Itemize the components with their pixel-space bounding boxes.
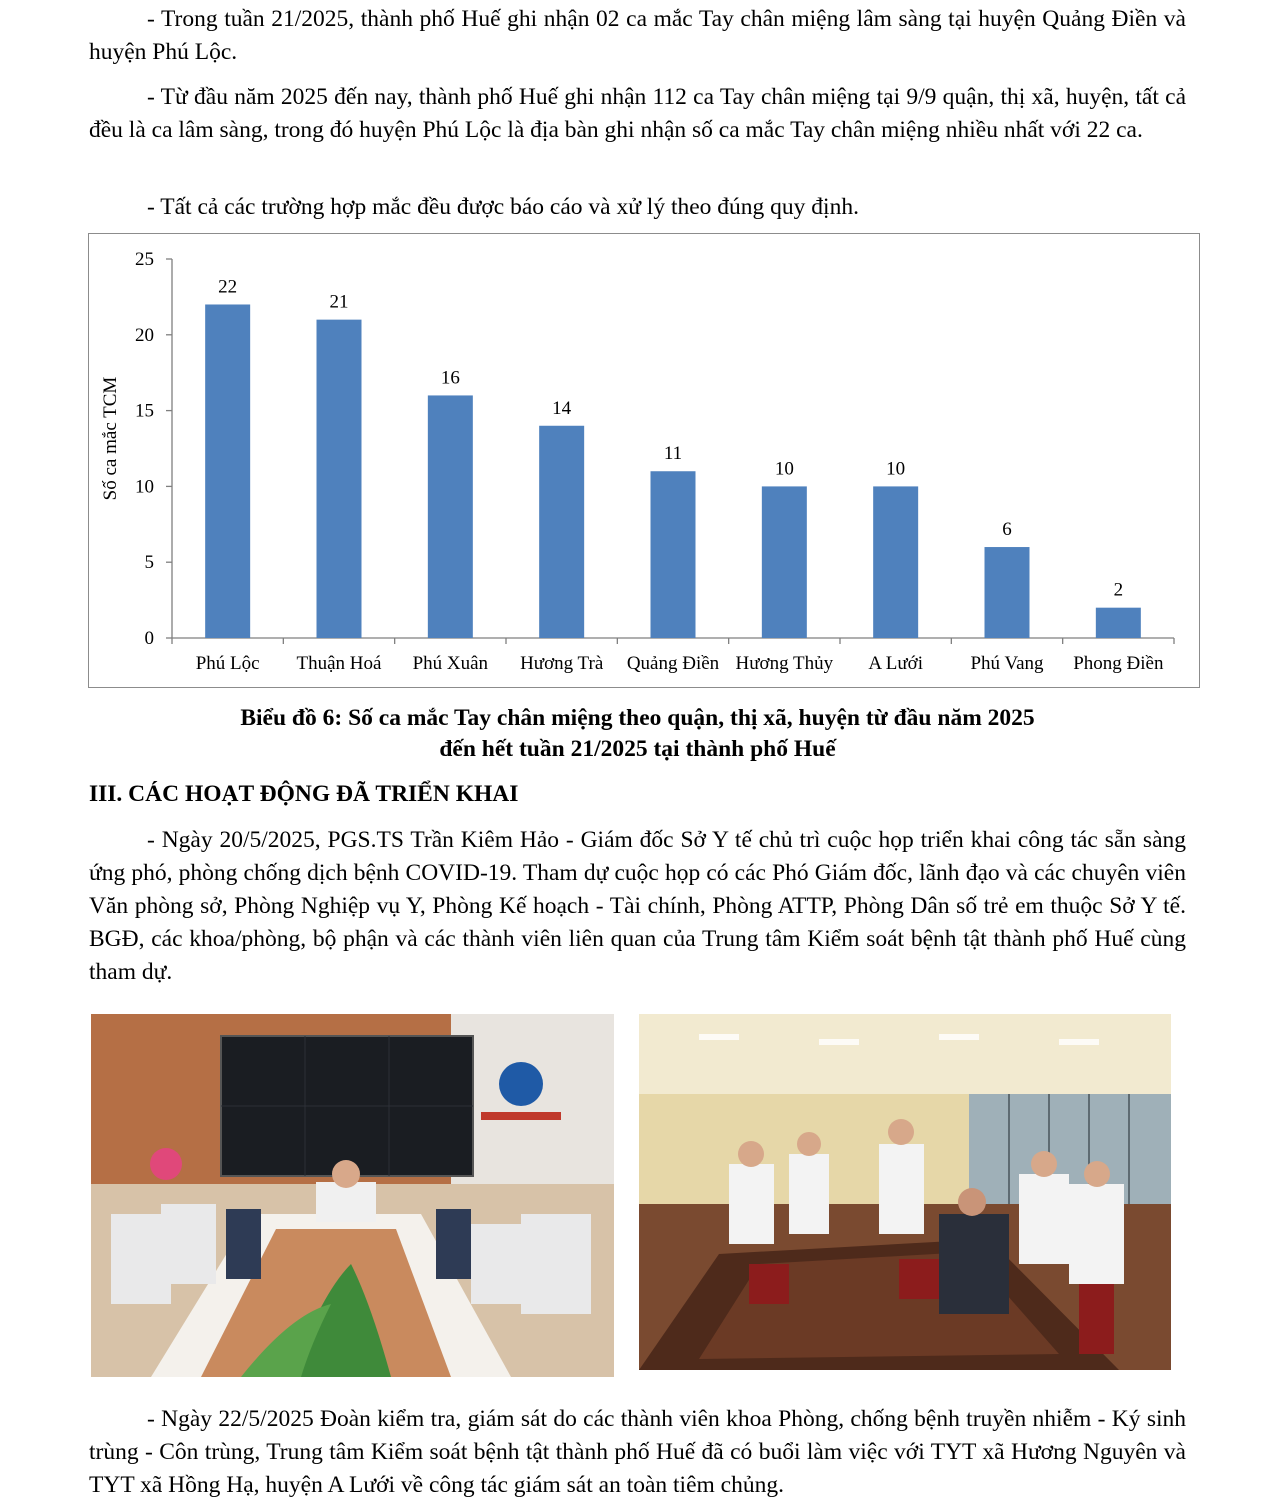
bar <box>985 547 1030 638</box>
bar <box>539 426 584 638</box>
y-tick-label: 20 <box>135 324 154 346</box>
bar <box>205 304 250 638</box>
data-label: 21 <box>329 291 349 313</box>
bar <box>1096 608 1141 638</box>
meeting-photo-right <box>639 1014 1171 1370</box>
data-label: 14 <box>552 397 572 419</box>
x-tick-label: Phú Vang <box>970 653 1044 674</box>
y-tick-label: 15 <box>135 400 154 422</box>
bar <box>873 486 918 638</box>
data-label: 2 <box>1113 579 1124 601</box>
x-tick-label: Thuận Hoá <box>296 653 382 674</box>
paragraph-inspection: - Ngày 22/5/2025 Đoàn kiểm tra, giám sát do các thành viên khoa Phòng, chống bệnh truyền nhiễm - Ký sinh trùng - Côn trùng, Trung tâm Kiểm soát bệnh tật thành phố Huế đã có buổi làm việc với TYT xã Hương Nguyên và TYT xã Hồng Hạ, huyện A Lưới về công tác giám sát an toàn tiêm chủng. <box>89 1406 1186 1498</box>
x-tick-label: Hương Thủy <box>735 653 834 674</box>
data-label: 10 <box>774 458 794 480</box>
bar <box>428 395 473 638</box>
data-label: 16 <box>440 367 460 389</box>
bar-chart-frame <box>88 233 1200 688</box>
paragraph-meeting: - Ngày 20/5/2025, PGS.TS Trần Kiêm Hảo - Giám đốc Sở Y tế chủ trì cuộc họp triển khai công tác sẵn sàng ứng phó, phòng chống dịch bệnh COVID-19. Tham dự cuộc họp có các Phó Giám đốc, lãnh đạo và các chuyên viên Văn phòng sở, Phòng Nghiệp vụ Y, Phòng Kế hoạch - Tài chính, Phòng ATTP, Phòng Dân số trẻ em thuộc Sở Y tế. BGĐ, các khoa/phòng, bộ phận và các thành viên liên quan của Trung tâm Kiểm soát bệnh tật thành phố Huế cùng tham dự. <box>89 827 1186 985</box>
x-tick-label: A Lưới <box>868 653 923 674</box>
x-tick-label: Hương Trà <box>520 653 604 674</box>
bar <box>651 471 696 638</box>
data-label: 10 <box>886 458 906 480</box>
x-tick-label: Phú Lộc <box>195 653 260 674</box>
chart-caption-line2: đến hết tuần 21/2025 tại thành phố Huế <box>439 736 836 762</box>
meeting-photo-left <box>91 1014 614 1377</box>
y-tick-label: 10 <box>135 476 154 498</box>
data-label: 6 <box>1002 519 1012 541</box>
x-tick-label: Phú Xuân <box>412 653 489 674</box>
data-label: 11 <box>663 443 683 465</box>
y-tick-label: 5 <box>144 552 154 574</box>
y-tick-label: 25 <box>135 249 154 270</box>
paragraph-cumulative-cases: - Từ đầu năm 2025 đến nay, thành phố Huế ghi nhận 112 ca Tay chân miệng tại 9/9 quận, thị xã, huyện, tất cả đều là ca lâm sàng, trong đó huyện Phú Lộc là địa bàn ghi nhận số ca mắc Tay chân miệng nhiều nhất với 22 ca. <box>89 84 1186 143</box>
y-tick-label: 0 <box>144 628 154 649</box>
x-tick-label: Quảng Điền <box>626 653 720 674</box>
section-heading: III. CÁC HOẠT ĐỘNG ĐÃ TRIỂN KHAI <box>89 781 519 807</box>
paragraph-weekly-cases: - Trong tuần 21/2025, thành phố Huế ghi nhận 02 ca mắc Tay chân miệng lâm sàng tại huyện Quảng Điền và huyện Phú Lộc. <box>89 6 1186 65</box>
paragraph-reporting: - Tất cả các trường hợp mắc đều được báo cáo và xử lý theo đúng quy định. <box>147 194 859 220</box>
bar <box>317 320 362 638</box>
x-tick-label: Phong Điền <box>1073 653 1164 674</box>
y-axis-title: Số ca mắc TCM <box>100 376 121 501</box>
chart-caption-line1: Biểu đồ 6: Số ca mắc Tay chân miệng theo quận, thị xã, huyện từ đầu năm 2025 <box>240 705 1035 731</box>
bar <box>762 486 807 638</box>
bar-chart <box>89 234 1201 689</box>
data-label: 22 <box>218 276 238 298</box>
